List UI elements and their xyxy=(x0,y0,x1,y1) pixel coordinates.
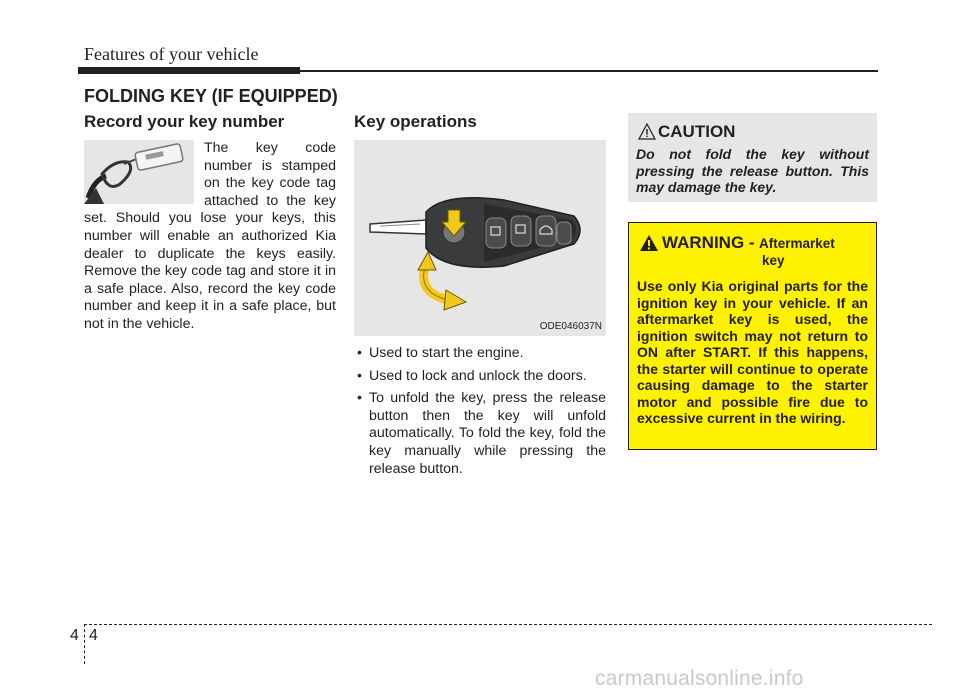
caution-text: Do not fold the key without pressing the release button. This may damage the key. xyxy=(636,146,869,195)
image-caption: ODE046037N xyxy=(539,321,602,332)
warning-subtitle-line2: key xyxy=(762,253,785,268)
warning-title: WARNING - xyxy=(662,233,755,252)
chapter-number: 4 xyxy=(70,627,79,644)
record-key-text: The key code number is stamped on the key code tag attached to the key set. Should you lose your keys, this number will enable an authorized Kia dealer to duplicate the keys easily. Remove the key code tag and store it in a safe place. Also, record the key code number and keep it in a safe place, but not in the vehicle. xyxy=(84,140,336,332)
key-operations-heading: Key operations xyxy=(354,112,477,131)
warning-heading xyxy=(662,233,872,268)
folding-key-illustration xyxy=(354,140,606,336)
key-operations-list xyxy=(354,345,606,483)
caution-box xyxy=(628,113,877,202)
section-title: FOLDING KEY (IF EQUIPPED) xyxy=(84,86,338,106)
footer-rule xyxy=(84,624,932,625)
warning-subtitle: Aftermarket xyxy=(759,236,835,251)
record-key-block xyxy=(84,140,336,334)
watermark: carmanualsonline.info xyxy=(595,667,804,690)
list-item: • To unfold the key, press the release button then the key will unfold automatically. To fold the key, fold the key manually while pressing the release button. xyxy=(354,390,606,478)
page-number: 4 xyxy=(89,627,98,644)
header-rule-thin xyxy=(300,70,878,72)
warning-triangle-icon xyxy=(639,234,659,252)
footer-divider xyxy=(84,624,85,664)
list-item: • Used to lock and unlock the doors. xyxy=(354,368,606,386)
header-rule-thick xyxy=(78,67,300,74)
record-key-heading: Record your key number xyxy=(84,112,285,131)
folding-key-drawing xyxy=(354,140,606,336)
key-tag-photo xyxy=(84,140,194,204)
caution-triangle-icon xyxy=(638,123,656,140)
list-item: • Used to start the engine. xyxy=(354,345,606,363)
chapter-title: Features of your vehicle xyxy=(84,44,259,64)
warning-box xyxy=(628,222,877,450)
caution-title: CAUTION xyxy=(658,122,736,141)
warning-text: Use only Kia original parts for the ignition key in your vehicle. If an aftermarket key is used, the ignition switch may not return to ON after START. If this happens, the starter will continue to operate causing damage to the starter motor and possible fire due to excessive current in the wiring. xyxy=(637,278,868,426)
